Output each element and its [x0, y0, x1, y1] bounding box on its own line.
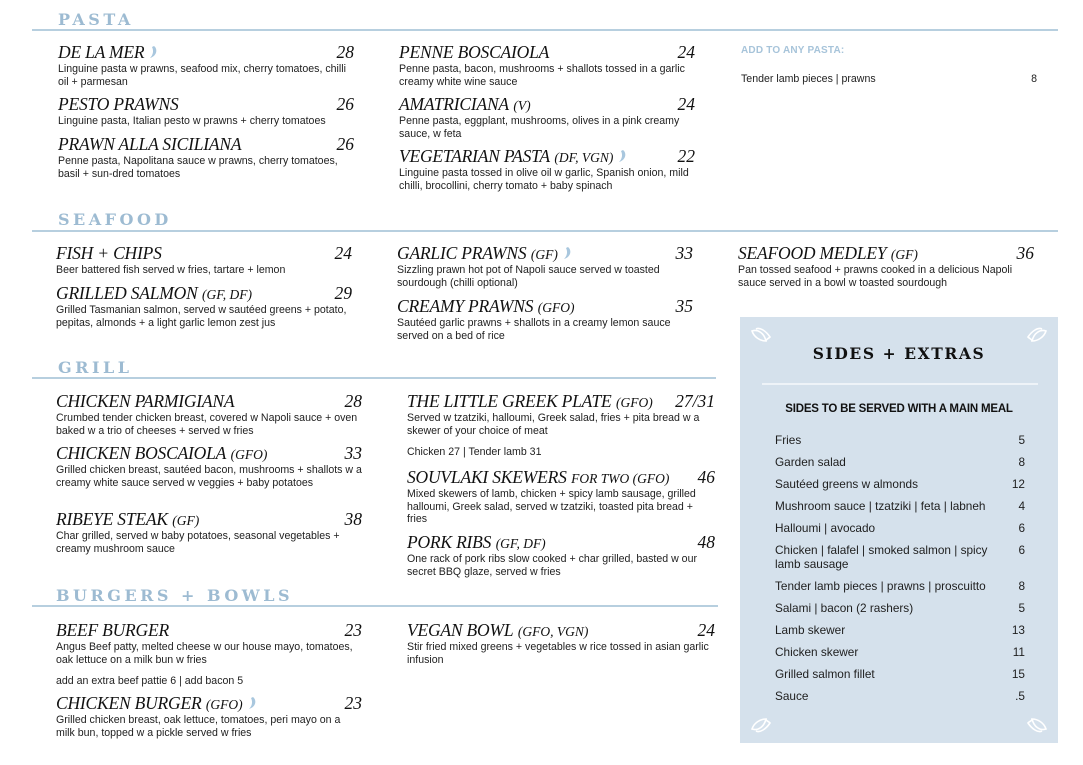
- item-header: [399, 146, 695, 167]
- dietary-tag: (GF): [890, 247, 918, 262]
- menu-item: [399, 94, 695, 140]
- item-title: [56, 391, 234, 412]
- menu-item: [56, 509, 362, 555]
- item-name: FISH + CHIPS: [56, 243, 162, 263]
- divider: [32, 230, 1058, 232]
- menu-item: [58, 94, 354, 128]
- section-title-burgers: BURGERS + BOWLS: [56, 586, 294, 605]
- item-header: [407, 620, 715, 641]
- menu-item: [738, 243, 1034, 289]
- item-name: THE LITTLE GREEK PLATE: [407, 391, 612, 411]
- item-title: [738, 243, 918, 264]
- item-name: VEGETARIAN PASTA: [399, 146, 550, 166]
- addon-title: ADD TO ANY PASTA:: [741, 45, 845, 56]
- item-price: 46: [697, 467, 715, 487]
- menu-item: [56, 620, 362, 687]
- item-name: AMATRICIANA: [399, 94, 509, 114]
- item-price: 24: [697, 620, 715, 640]
- item-title: [407, 532, 546, 553]
- sides-item-label: Chicken | falafel | smoked salmon | spicy lamb sausage: [775, 543, 988, 571]
- item-description: Penne pasta, Napolitana sauce w prawns, cherry tomatoes, basil + sun-dred tomatoes: [58, 155, 338, 180]
- dietary-tag: (V): [513, 98, 531, 113]
- sides-item: [775, 645, 1025, 659]
- item-price: 26: [336, 134, 354, 154]
- divider: [762, 383, 1038, 385]
- item-title: [397, 296, 574, 317]
- sides-item-price: 13: [1011, 623, 1025, 637]
- item-title: [397, 243, 573, 264]
- item-note: Chicken 27 | Tender lamb 31: [407, 446, 542, 459]
- section-title-seafood: SEAFOOD: [58, 210, 172, 229]
- item-price: 29: [334, 283, 352, 303]
- sides-item-label: Garden salad: [775, 455, 846, 469]
- menu-item: [56, 391, 362, 437]
- sides-item-price: 4: [1018, 499, 1025, 513]
- item-description: Mixed skewers of lamb, chicken + spicy lamb sausage, grilled halloumi, Greek salad, served w tzatziki, toasted pita bread + fries: [407, 488, 696, 526]
- item-name: PENNE BOSCAIOLA: [399, 42, 550, 62]
- item-description: Beer battered fish served w fries, tartare + lemon: [56, 264, 286, 276]
- item-title: [56, 243, 162, 264]
- item-name: VEGAN BOWL: [407, 620, 514, 640]
- sides-extras-panel: [740, 317, 1058, 743]
- sides-item: [775, 521, 1025, 535]
- item-title: [56, 283, 252, 304]
- dietary-tag: (GF): [172, 513, 200, 528]
- sides-item-price: 6: [1018, 521, 1025, 535]
- item-header: [58, 94, 354, 115]
- sides-item-price: .5: [1015, 689, 1025, 703]
- item-title: [58, 42, 159, 63]
- item-price: 23: [344, 620, 362, 640]
- item-description: Grilled chicken breast, sautéed bacon, mushrooms + shallots w a creamy white sauce served w veggies + baby potatoes: [56, 464, 362, 489]
- menu-item: [407, 532, 715, 578]
- menu-item: [56, 443, 362, 489]
- sides-item: [775, 579, 1025, 593]
- section-title-pasta: PASTA: [58, 10, 134, 29]
- sides-item-price: 8: [1018, 579, 1025, 593]
- item-header: [56, 620, 362, 641]
- item-name: PORK RIBS: [407, 532, 492, 552]
- item-title: [56, 443, 267, 464]
- sides-item-price: 5: [1018, 601, 1025, 615]
- section-title-grill: GRILL: [58, 358, 133, 377]
- sides-item-label: Chicken skewer: [775, 645, 859, 659]
- item-description: Sizzling prawn hot pot of Napoli sauce served w toasted sourdough (chilli optional): [397, 264, 660, 289]
- item-header: [399, 42, 695, 63]
- item-title: [407, 391, 653, 412]
- sides-item-price: 8: [1018, 455, 1025, 469]
- addon-price: 8: [1031, 73, 1037, 85]
- leaf-icon: [1026, 715, 1048, 733]
- item-description: Angus Beef patty, melted cheese w our house mayo, tomatoes, oak lettuce on a milk bun w fries: [56, 641, 353, 666]
- item-description: Served w tzatziki, halloumi, Greek salad, fries + pita bread w a skewer of your choice of meat: [407, 412, 700, 437]
- dietary-tag: (GFO, VGN): [517, 624, 589, 639]
- item-name: PRAWN ALLA SICILIANA: [58, 134, 242, 154]
- addon-row: [741, 73, 1037, 85]
- item-price: 28: [344, 391, 362, 411]
- item-description: Penne pasta, eggplant, mushrooms, olives in a pink creamy sauce, w feta: [399, 115, 680, 140]
- item-price: 24: [334, 243, 352, 263]
- sides-item: [775, 543, 1025, 571]
- item-description: Crumbed tender chicken breast, covered w Napoli sauce + oven baked w a trio of cheeses + served w fries: [56, 412, 358, 437]
- item-title: [399, 146, 628, 167]
- sides-item: [775, 689, 1025, 703]
- sides-subtitle: SIDES TO BE SERVED WITH A MAIN MEAL: [785, 403, 1013, 415]
- dietary-tag: (GFO): [205, 697, 243, 712]
- item-title: [399, 94, 531, 115]
- item-description: Linguine pasta w prawns, seafood mix, cherry tomatoes, chilli oil + parmesan: [58, 63, 346, 88]
- leaf-icon: [750, 327, 772, 345]
- item-description: One rack of pork ribs slow cooked + char grilled, basted w our secret BBQ glaze, served w fries: [407, 553, 697, 578]
- chilli-icon: [561, 246, 573, 260]
- sides-item: [775, 477, 1025, 491]
- sides-item-label: Sauce: [775, 689, 809, 703]
- sides-item: [775, 499, 1025, 513]
- item-title: [58, 94, 179, 115]
- item-header: [407, 532, 715, 553]
- item-name: CHICKEN BURGER: [56, 693, 202, 713]
- sides-item-label: Mushroom sauce | tzatziki | feta | labneh: [775, 499, 986, 513]
- item-price: 26: [336, 94, 354, 114]
- menu-item: [56, 283, 352, 329]
- sides-item-price: 11: [1012, 645, 1025, 659]
- item-name: BEEF BURGER: [56, 620, 169, 640]
- sides-item: [775, 667, 1025, 681]
- sides-item-price: 12: [1011, 477, 1025, 491]
- item-price: 38: [344, 509, 362, 529]
- item-price: 22: [677, 146, 695, 166]
- menu-item: [407, 620, 715, 666]
- sides-item-label: Lamb skewer: [775, 623, 846, 637]
- item-header: [58, 42, 354, 63]
- chilli-icon: [147, 45, 159, 59]
- item-header: [407, 391, 715, 412]
- divider: [32, 29, 1058, 31]
- sides-item-price: 6: [1018, 543, 1025, 557]
- chilli-icon: [246, 696, 258, 710]
- item-name: DE LA MER: [58, 42, 145, 62]
- item-name: CREAMY PRAWNS: [397, 296, 534, 316]
- item-header: [397, 296, 693, 317]
- menu-item: [397, 243, 693, 289]
- dietary-tag: (GFO): [537, 300, 575, 315]
- chilli-icon: [616, 149, 628, 163]
- item-description: Penne pasta, bacon, mushrooms + shallots tossed in a garlic creamy white wine sauce: [399, 63, 685, 88]
- dietary-tag: (GF, DF): [495, 536, 546, 551]
- item-description: Grilled chicken breast, oak lettuce, tomatoes, peri mayo on a milk bun, topped w a pickle served w fries: [56, 714, 341, 739]
- item-name: PESTO PRAWNS: [58, 94, 179, 114]
- item-header: [56, 391, 362, 412]
- item-header: [399, 94, 695, 115]
- item-price: 28: [336, 42, 354, 62]
- menu-item: [399, 146, 695, 192]
- item-header: [56, 283, 352, 304]
- menu-item: [407, 391, 715, 458]
- item-header: [56, 693, 362, 714]
- sides-item-price: 5: [1018, 433, 1025, 447]
- item-title: [56, 693, 258, 714]
- sides-title: SIDES + EXTRAS: [812, 344, 986, 363]
- menu-item: [399, 42, 695, 88]
- sides-item: [775, 623, 1025, 637]
- sides-item-price: 15: [1011, 667, 1025, 681]
- menu-item: [407, 467, 715, 526]
- item-title: [407, 620, 588, 641]
- dietary-tag: FOR TWO (GFO): [571, 471, 670, 486]
- item-name: CHICKEN BOSCAIOLA: [56, 443, 227, 463]
- item-title: [407, 467, 669, 488]
- item-name: SOUVLAKI SKEWERS: [407, 467, 567, 487]
- sides-item-label: Grilled salmon fillet: [775, 667, 875, 681]
- item-header: [56, 509, 362, 530]
- item-title: [56, 509, 199, 530]
- sides-item-label: Halloumi | avocado: [775, 521, 876, 535]
- item-title: [56, 620, 169, 641]
- item-price: 27/31: [675, 391, 715, 411]
- menu-item: [58, 134, 354, 180]
- item-price: 24: [677, 42, 695, 62]
- dietary-tag: (DF, VGN): [554, 150, 614, 165]
- item-price: 48: [697, 532, 715, 552]
- menu-item: [56, 243, 352, 277]
- item-description: Sautéed garlic prawns + shallots in a creamy lemon sauce served on a bed of rice: [397, 317, 671, 342]
- item-name: RIBEYE STEAK: [56, 509, 168, 529]
- dietary-tag: (GF): [530, 247, 558, 262]
- item-description: Pan tossed seafood + prawns cooked in a delicious Napoli sauce served in a bowl w toasted sourdough: [738, 264, 1013, 289]
- menu-item: [397, 296, 693, 342]
- sides-item-label: Salami | bacon (2 rashers): [775, 601, 914, 615]
- item-price: 35: [675, 296, 693, 316]
- item-header: [407, 467, 715, 488]
- item-price: 33: [344, 443, 362, 463]
- item-description: Linguine pasta tossed in olive oil w garlic, Spanish onion, mild chilli, brocollini, cherry tomato + baby spinach: [399, 167, 689, 192]
- item-header: [397, 243, 693, 264]
- sides-item: [775, 433, 1025, 447]
- menu-item: [58, 42, 354, 88]
- leaf-icon: [1026, 327, 1048, 345]
- item-description: Grilled Tasmanian salmon, served w sautéed greens + potato, pepitas, almonds + a light garlic lemon zest jus: [56, 304, 347, 329]
- sides-item: [775, 455, 1025, 469]
- item-description: Linguine pasta, Italian pesto w prawns + cherry tomatoes: [58, 115, 326, 127]
- sides-item: [775, 601, 1025, 615]
- addon-label: Tender lamb pieces | prawns: [741, 73, 876, 85]
- item-header: [58, 134, 354, 155]
- item-name: SEAFOOD MEDLEY: [738, 243, 887, 263]
- item-name: GARLIC PRAWNS: [397, 243, 527, 263]
- item-title: [399, 42, 549, 63]
- item-price: 24: [677, 94, 695, 114]
- sides-item-label: Fries: [775, 433, 802, 447]
- item-price: 23: [344, 693, 362, 713]
- item-note: add an extra beef pattie 6 | add bacon 5: [56, 675, 244, 688]
- item-price: 36: [1016, 243, 1034, 263]
- item-title: [58, 134, 241, 155]
- item-header: [56, 243, 352, 264]
- sides-item-label: Sautéed greens w almonds: [775, 477, 918, 491]
- item-price: 33: [675, 243, 693, 263]
- menu-item: [56, 693, 362, 739]
- dietary-tag: (GFO): [230, 447, 268, 462]
- item-name: CHICKEN PARMIGIANA: [56, 391, 235, 411]
- divider: [32, 605, 718, 607]
- item-description: Stir fried mixed greens + vegetables w rice tossed in asian garlic infusion: [407, 641, 709, 666]
- item-header: [738, 243, 1034, 264]
- divider: [32, 377, 716, 379]
- leaf-icon: [750, 715, 772, 733]
- item-name: GRILLED SALMON: [56, 283, 198, 303]
- item-description: Char grilled, served w baby potatoes, seasonal vegetables + creamy mushroom sauce: [56, 530, 340, 555]
- sides-item-label: Tender lamb pieces | prawns | proscuitto: [775, 579, 986, 593]
- sides-list: [775, 433, 1025, 711]
- item-header: [56, 443, 362, 464]
- dietary-tag: (GFO): [615, 395, 653, 410]
- dietary-tag: (GF, DF): [202, 287, 253, 302]
